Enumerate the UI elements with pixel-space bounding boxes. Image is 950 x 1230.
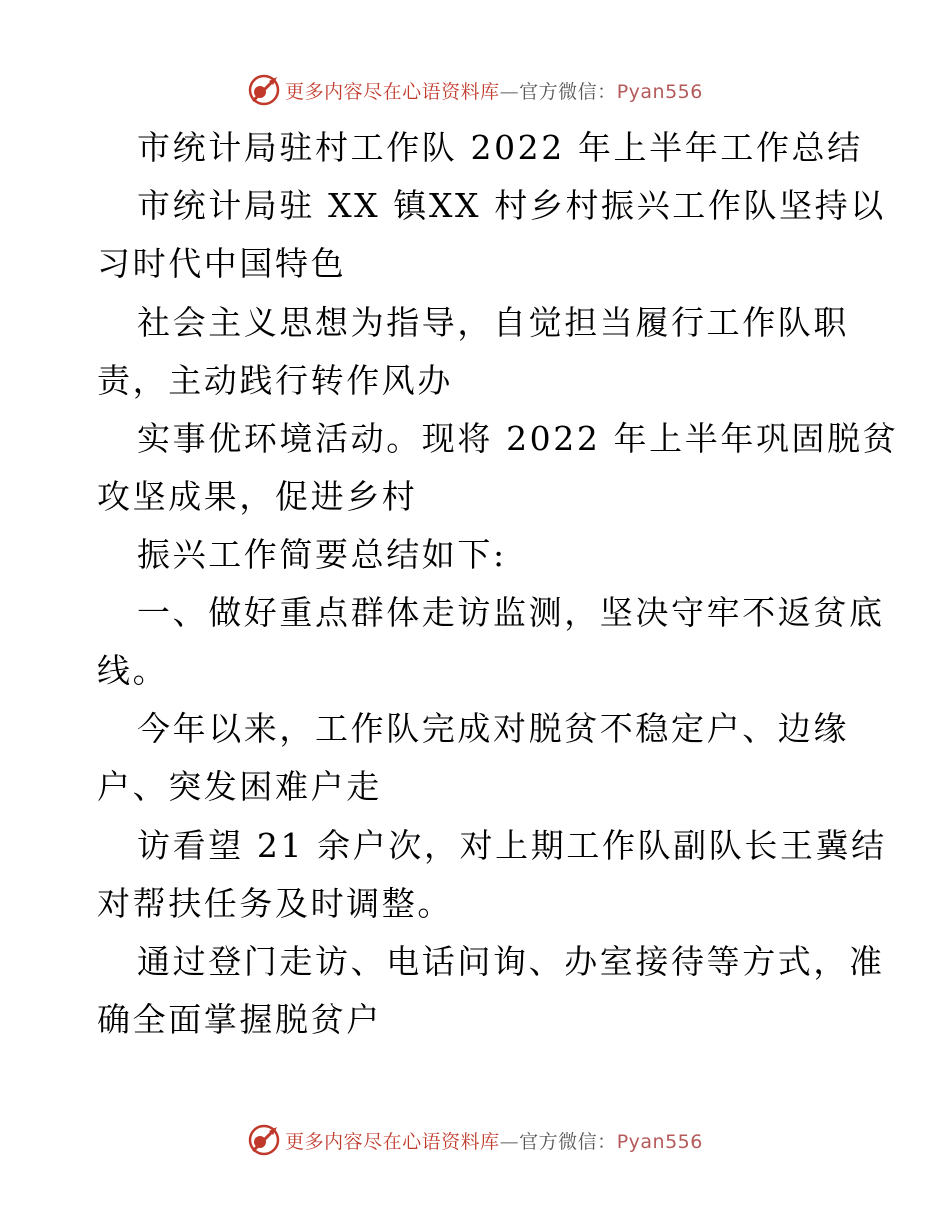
- brand-logo-icon: [247, 73, 281, 107]
- paragraph-line: 实事优环境活动。现将 2022 年上半年巩固脱贫: [137, 419, 899, 458]
- header-banner: [0, 70, 950, 110]
- paragraph-line: 习时代中国特色: [97, 244, 347, 283]
- paragraph-line: 攻坚成果，促进乡村: [97, 477, 418, 516]
- footer-banner-text: [285, 1127, 703, 1154]
- banner-separator: —: [499, 1130, 520, 1153]
- document-title: 市统计局驻村工作队 2022 年上半年工作总结: [137, 128, 863, 167]
- paragraph-line: 振兴工作简要总结如下:: [137, 535, 507, 574]
- paragraph-line: 确全面掌握脱贫户: [97, 1000, 382, 1039]
- brand-logo-icon: [247, 1123, 281, 1157]
- paragraph-line: 社会主义思想为指导，自觉担当履行工作队职: [137, 303, 849, 342]
- paragraph-line: 访看望 21 余户次，对上期工作队副队长王冀结: [137, 826, 887, 865]
- banner-wechat-id: Pyan556: [616, 80, 703, 103]
- section-heading: 一、做好重点群体走访监测，坚决守牢不返贫底: [137, 593, 885, 632]
- paragraph-line: 责，主动践行转作风办: [97, 361, 453, 400]
- footer-banner: [0, 1120, 950, 1160]
- banner-wechat-label: 官方微信：: [519, 1130, 617, 1153]
- paragraph-line: 通过登门走访、电话问询、办室接待等方式，准: [137, 942, 885, 981]
- banner-wechat-id: Pyan556: [616, 1130, 703, 1153]
- paragraph-line: 今年以来，工作队完成对脱贫不稳定户、边缘: [137, 709, 849, 748]
- banner-wechat-label: 官方微信：: [519, 80, 617, 103]
- banner-separator: —: [499, 80, 520, 103]
- section-heading: 线。: [97, 651, 169, 690]
- banner-title: 更多内容尽在心语资料库: [285, 80, 500, 103]
- paragraph-line: 对帮扶任务及时调整。: [97, 884, 453, 923]
- paragraph-line: 户、突发困难户走: [97, 767, 382, 806]
- paragraph-line: 市统计局驻 XX 镇XX 村乡村振兴工作队坚持以: [137, 186, 886, 225]
- header-banner-text: [285, 77, 703, 104]
- banner-title: 更多内容尽在心语资料库: [285, 1130, 500, 1153]
